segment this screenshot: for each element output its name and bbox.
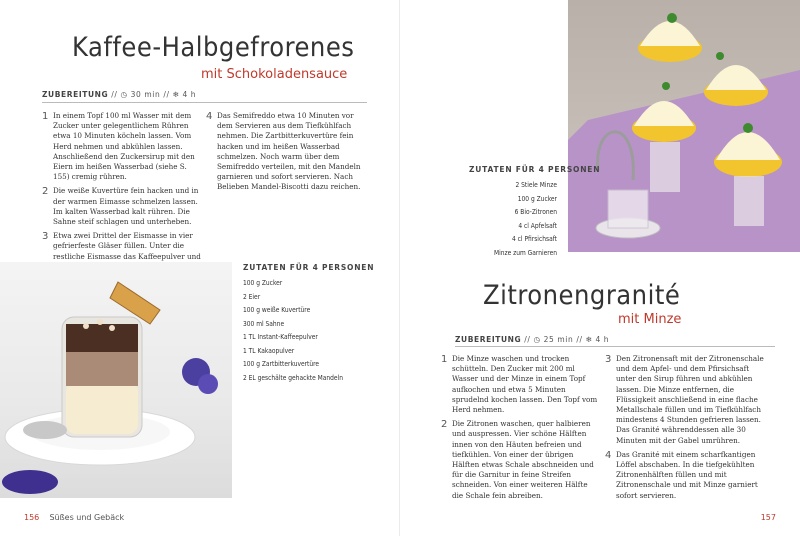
ingredient-item: 6 Bio-Zitronen (514, 208, 557, 216)
prep-meta: ZUBEREITUNG // ◷ 30 min // ❄ 4 h (42, 90, 197, 99)
step: 3 Etwa zwei Drittel der Eismasse in vier gefrierfeste Gläser füllen. Unter die restliche Eismasse das Kaffeepulver und (42, 231, 201, 261)
ingredients-list (447, 179, 557, 260)
step: 2 Die weiße Kuvertüre fein hacken und in der warmen Eimasse schmelzen lassen. Im kalten Wasserbad kalt rühren. Die Sahne steif schlagen und unterheben. (42, 186, 199, 227)
ingredient-item: 2 Stiele Minze (515, 181, 557, 189)
page-number: 157 (760, 513, 776, 522)
clock-icon: ◷ (533, 335, 541, 344)
prep-label: ZUBEREITUNG (455, 335, 522, 344)
freeze-time: 4 h (595, 335, 610, 344)
snowflake-icon: ❄ (172, 90, 180, 99)
step: 1 Die Minze waschen und trocken schütteln. Den Zucker mit 200 ml Wasser und der Minze in einem Topf aufkochen und etwa 5 Minuten sprudelnd kochen lassen. Den Topf vom Herd nehmen. (441, 354, 598, 415)
recipe-subtitle: mit Schokoladensauce (201, 67, 348, 82)
prep-time: 25 min (543, 335, 574, 344)
freeze-time: 4 h (182, 90, 197, 99)
ingredient-item: Minze zum Garnieren (493, 248, 557, 257)
ingredient-item: 1 TL Kakaopulver (243, 346, 295, 355)
steps-column-2 (605, 354, 765, 505)
ingredient-item: 2 Eier (243, 292, 261, 301)
ingredient-item: 4 cl Pfirsichsaft (512, 235, 557, 243)
divider (42, 102, 367, 103)
ingredient-item: 100 g Zartbitterkuvertüre (243, 360, 320, 368)
step: 4 Das Granité mit einem scharfkantigen Löffel abschaben. In die tiefgekühlten Zitronenhälften füllen und mit Zitronenschale und mit Minze garniert sofort servieren. (605, 449, 758, 500)
ingredient-item: 2 EL geschälte gehackte Mandeln (243, 373, 343, 382)
ingredients-title: ZUTATEN FÜR 4 PERSONEN (469, 165, 601, 174)
step: 1 In einem Topf 100 ml Wasser mit dem Zucker unter gelegentlichem Rühren etwa 10 Minuten köcheln lassen. Vom Herd nehmen und abkühlen lassen. Anschließend den Zuckersirup mit den Eiern im heißen Wasserbad (siehe S. 155) cremig rühren. (42, 111, 195, 182)
step: 3 Den Zitronensaft mit der Zitronenschale und dem Apfel- und dem Pfirsichsaft unter den Sirup führen und abkühlen lassen. Die Minze entfernen, die Flüssigkeit anschließend in eine flache Metallschale füllen und im Tiefkühlfach mindestens 4 Stunden gefrieren lassen. Das Granité währenddessen alle 30 Minuten mit der Gabel umrühren. (605, 354, 764, 445)
ingredients-list (243, 277, 343, 385)
page-footer-right (761, 513, 776, 522)
ingredient-item: 1 TL Instant-Kaffeepulver (243, 333, 318, 341)
snowflake-icon: ❄ (585, 335, 593, 344)
recipe-title: Zitronengranité (483, 280, 681, 311)
step: 4 Das Semifreddo etwa 10 Minuten vor dem Servieren aus dem Tiefkühlfach nehmen. Die Zartbitterkuvertüre fein hacken und im heißen Wasserbad schmelzen. Noch warm über dem Semifreddo verteilen, mit den Mandeln garnieren und sofort servieren. Nach Belieben Mandel-Biscotti dazu reichen. (206, 111, 361, 192)
section-name: Süßes und Gebäck (49, 513, 125, 522)
steps-column-1 (441, 354, 599, 505)
ingredient-item: 100 g Zucker (243, 279, 283, 287)
page-number: 156 (24, 513, 40, 522)
dessert-photo (0, 262, 232, 498)
prep-meta: ZUBEREITUNG // ◷ 25 min // ❄ 4 h (455, 335, 610, 344)
prep-label: ZUBEREITUNG (42, 90, 109, 99)
ingredient-item: 4 cl Apfelsaft (518, 221, 557, 230)
ingredient-item: 100 g weiße Kuvertüre (243, 306, 311, 314)
ingredient-item: 100 g Zucker (517, 194, 557, 203)
step: 2 Die Zitronen waschen, quer halbieren und auspressen. Vier schöne Hälften innen von den Häuten befreien und tiefkühlen. Von einer der übrigen Hälften etwas Schale abschneiden und für die Garnitur in feine Streifen schneiden. Von einer weiteren Hälfte die Schale fein abreiben. (441, 419, 594, 500)
divider (455, 346, 775, 347)
steps-column-2 (206, 111, 366, 197)
granita-photo (568, 0, 800, 252)
recipe-subtitle: mit Minze (618, 312, 682, 327)
page-footer-left (24, 513, 124, 522)
recipe-title: Kaffee-Halbgefrorenes (72, 32, 355, 63)
right-page (400, 0, 800, 536)
prep-time: 30 min (130, 90, 161, 99)
ingredient-item: 300 ml Sahne (243, 319, 285, 328)
clock-icon: ◷ (120, 90, 128, 99)
ingredients-title: ZUTATEN FÜR 4 PERSONEN (243, 263, 375, 272)
